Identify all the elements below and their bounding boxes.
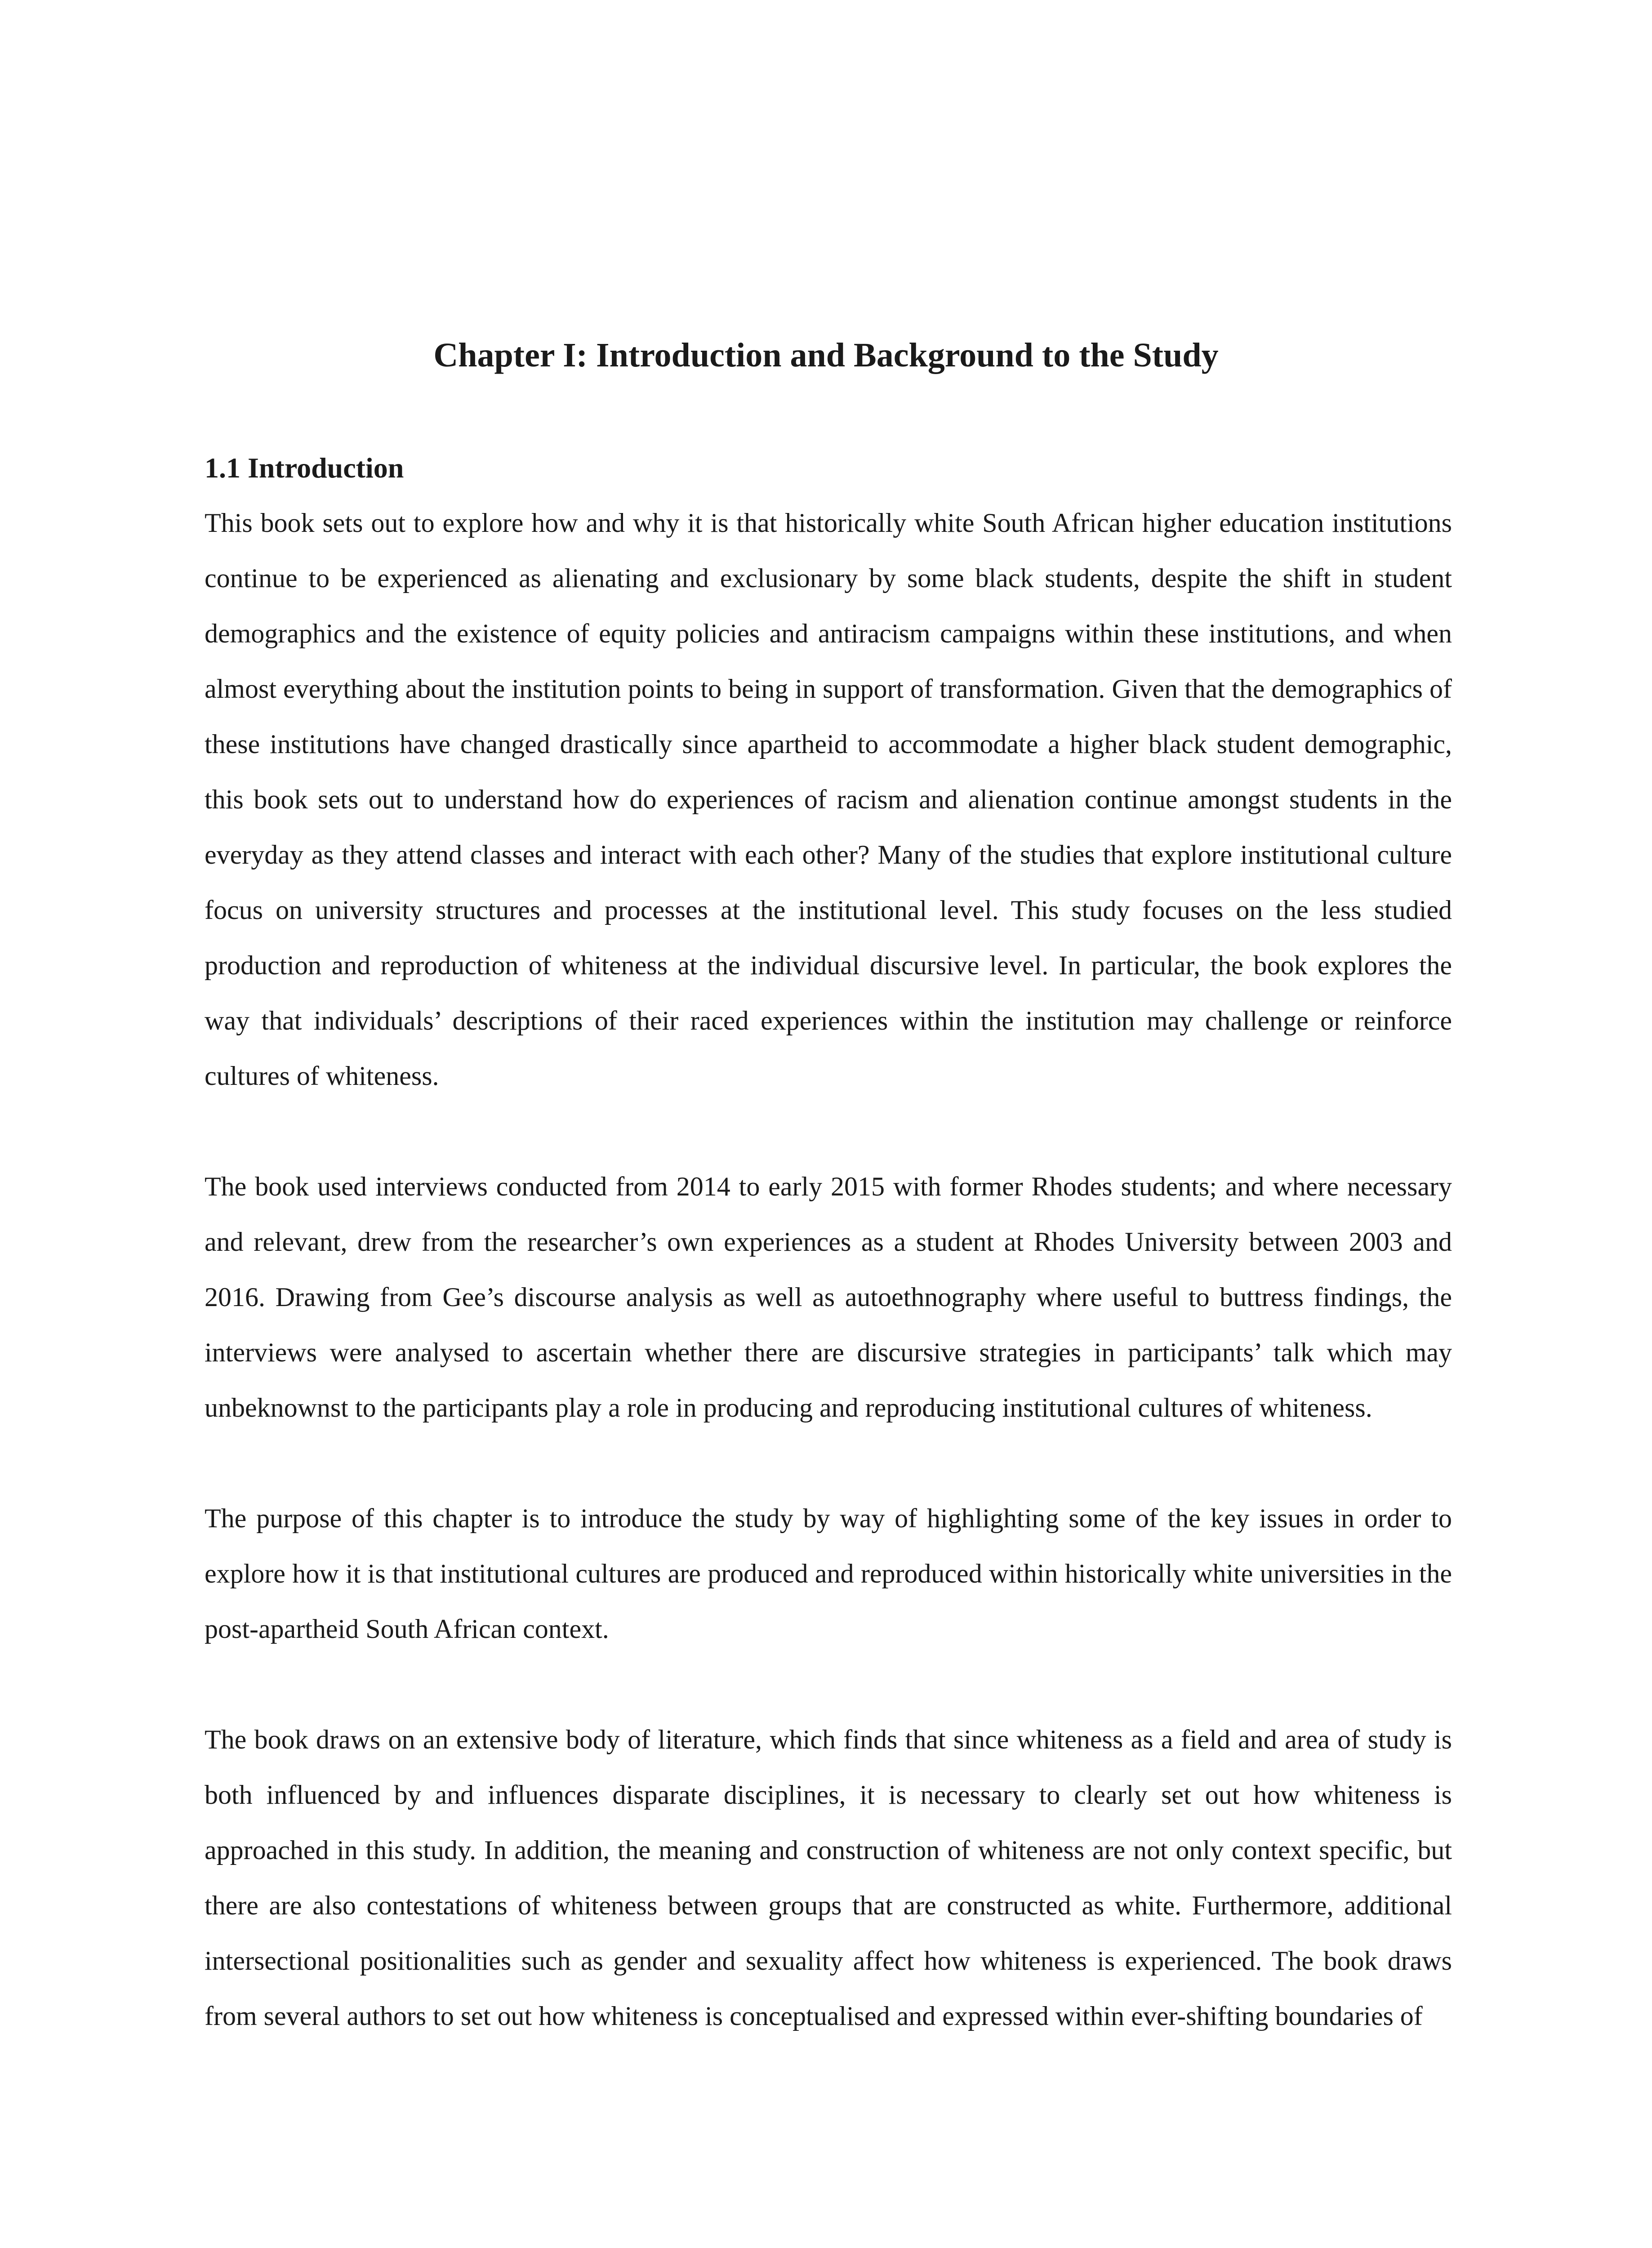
paragraph-4: The book draws on an extensive body of literature, which finds that since whiteness as a field and area of study is both influenced by and influences disparate disciplines, it is necessary to clearly set out how whiteness is approached in this study. In addition, the meaning and construction of whiteness are not only context specific, but there are also contestations of whiteness between groups that are constructed as white. Furthermore, additional intersectional positionalities such as gender and sexuality affect how whiteness is experienced. The book draws from several authors to set out how whiteness is conceptualised and expressed within ever-shifting boundaries of [205, 1725, 1452, 2031]
paragraph-2: The book used interviews conducted from 2014 to early 2015 with former Rhodes students; and where necessary and relevant, drew from the researcher’s own experiences as a student at Rhodes University between 2003 and 2016. Drawing from Gee’s discourse analysis as well as autoethnography where useful to buttress findings, the interviews were analysed to ascertain whether there are discursive strategies in participants’ talk which may unbeknownst to the participants play a role in producing and reproducing institutional cultures of whiteness. [205, 1172, 1452, 1423]
paragraph-3: The purpose of this chapter is to introduce the study by way of highlighting some of the key issues in order to explore how it is that institutional cultures are produced and reproduced within historically white universities in the post-apartheid South African context. [205, 1503, 1452, 1644]
chapter-body [205, 441, 1452, 2044]
chapter-title: Chapter I: Introduction and Background to the Study [433, 336, 1219, 374]
section-heading: 1.1 Introduction [205, 452, 404, 484]
paragraph-1: This book sets out to explore how and why it is that historically white South African higher education institutions continue to be experienced as alienating and exclusionary by some black students, despite the shift in student demographics and the existence of equity policies and antiracism campaigns within these institutions, and when almost everything about the institution points to being in support of transformation. Given that the demographics of these institutions have changed drastically since apartheid to accommodate a higher black student demographic, this book sets out to understand how do experiences of racism and alienation continue amongst students in the everyday as they attend classes and interact with each other? Many of the studies that explore institutional culture focus on university structures and processes at the institutional level. This study focuses on the less studied production and reproduction of whiteness at the individual discursive level. In particular, the book explores the way that individuals’ descriptions of their raced experiences within the institution may challenge or reinforce cultures of whiteness. [205, 508, 1452, 1091]
